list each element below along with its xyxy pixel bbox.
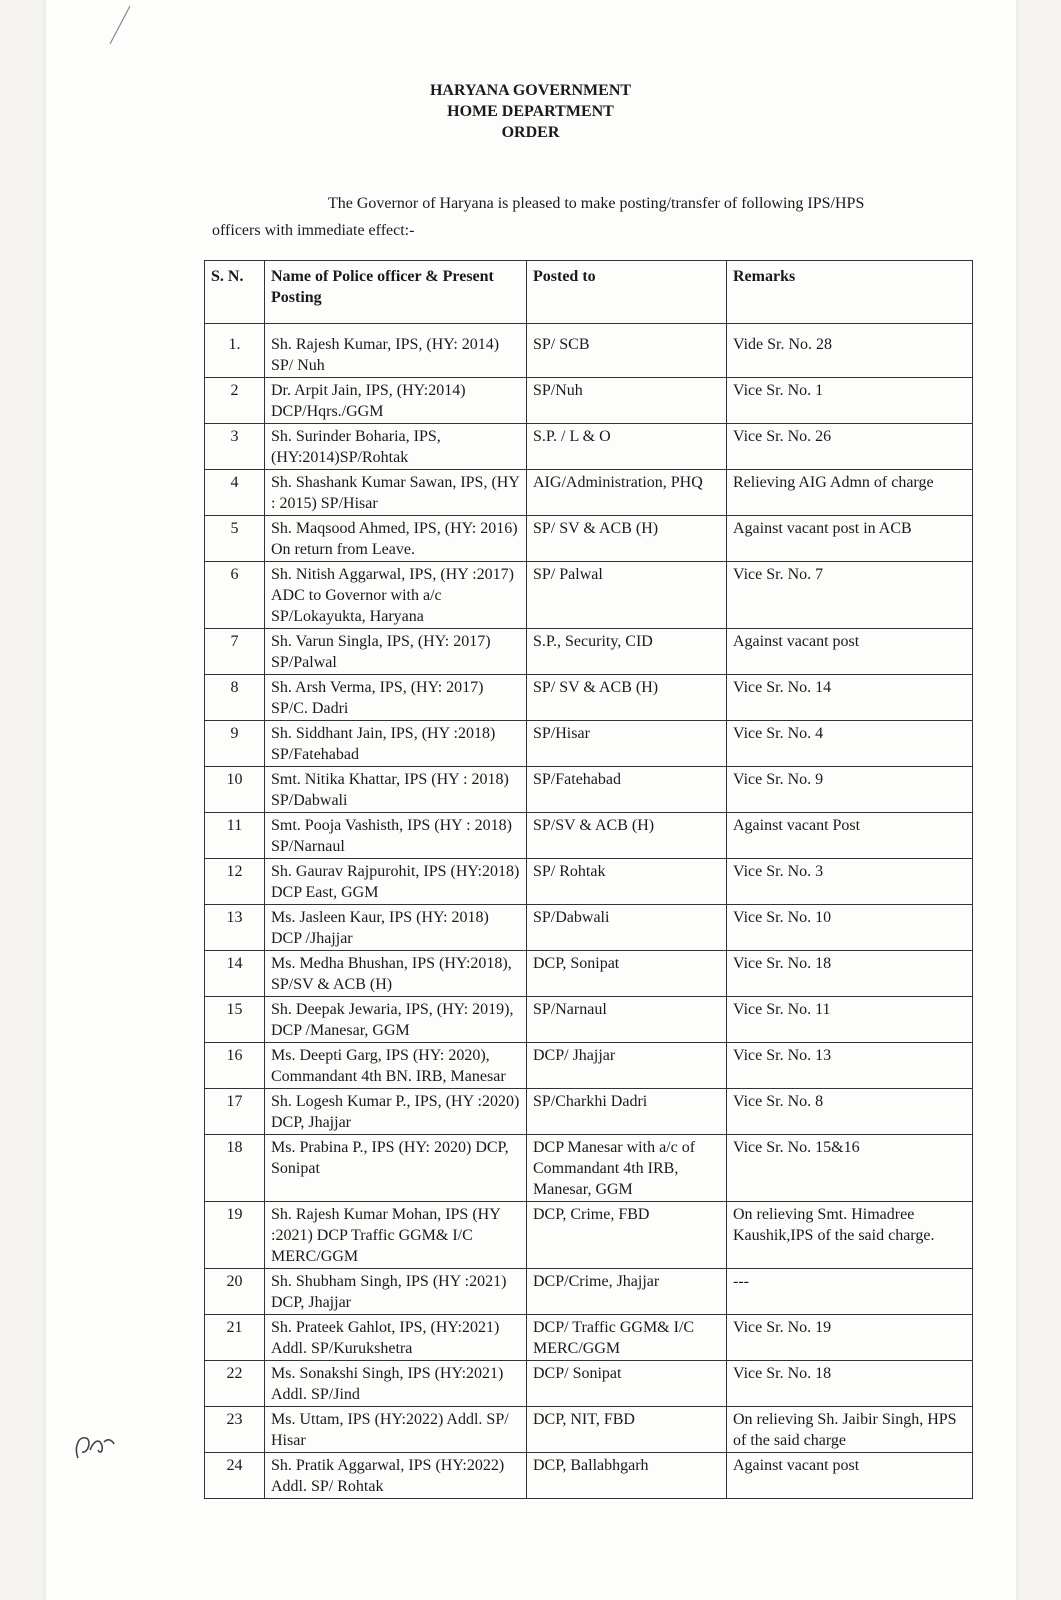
cell-posted: SP/ Rohtak — [527, 859, 727, 905]
intro-line-2: officers with immediate effect:- — [212, 222, 415, 239]
table-row — [205, 1361, 973, 1407]
cell-remarks: Against vacant post in ACB — [727, 516, 973, 562]
table-row — [205, 629, 973, 675]
cell-name: Smt. Nitika Khattar, IPS (HY : 2018) SP/Dabwali — [265, 767, 527, 813]
order-intro — [212, 190, 972, 244]
cell-posted: DCP/Crime, Jhajjar — [527, 1269, 727, 1315]
cell-name: Ms. Sonakshi Singh, IPS (HY:2021) Addl. SP/Jind — [265, 1361, 527, 1407]
cell-name: Sh. Prateek Gahlot, IPS, (HY:2021) Addl. SP/Kurukshetra — [265, 1315, 527, 1361]
cell-remarks: Vice Sr. No. 15&16 — [727, 1135, 973, 1202]
intro-line-1: The Governor of Haryana is pleased to make posting/transfer of following IPS/HPS — [328, 195, 865, 212]
cell-posted: DCP, Ballabhgarh — [527, 1453, 727, 1499]
cell-sn: 23 — [205, 1407, 265, 1453]
cell-posted: SP/ Palwal — [527, 562, 727, 629]
cell-posted: DCP, NIT, FBD — [527, 1407, 727, 1453]
cell-name: Sh. Pratik Aggarwal, IPS (HY:2022) Addl. SP/ Rohtak — [265, 1453, 527, 1499]
cell-name: Sh. Logesh Kumar P., IPS, (HY :2020) DCP, Jhajjar — [265, 1089, 527, 1135]
cell-posted: DCP Manesar with a/c of Commandant 4th IRB, Manesar, GGM — [527, 1135, 727, 1202]
cell-remarks: Vice Sr. No. 4 — [727, 721, 973, 767]
cell-name: Sh. Shashank Kumar Sawan, IPS, (HY : 2015) SP/Hisar — [265, 470, 527, 516]
cell-remarks: Against vacant post — [727, 629, 973, 675]
cell-sn: 12 — [205, 859, 265, 905]
table-row — [205, 1269, 973, 1315]
cell-name: Sh. Shubham Singh, IPS (HY :2021) DCP, Jhajjar — [265, 1269, 527, 1315]
cell-remarks: Relieving AIG Admn of charge — [727, 470, 973, 516]
cell-remarks: Vice Sr. No. 1 — [727, 378, 973, 424]
initials-signature-icon — [70, 1428, 120, 1464]
cell-posted: AIG/Administration, PHQ — [527, 470, 727, 516]
cell-remarks: Vice Sr. No. 9 — [727, 767, 973, 813]
cell-sn: 18 — [205, 1135, 265, 1202]
cell-remarks: Vice Sr. No. 26 — [727, 424, 973, 470]
cell-sn: 17 — [205, 1089, 265, 1135]
cell-name: Ms. Deepti Garg, IPS (HY: 2020), Commandant 4th BN. IRB, Manesar — [265, 1043, 527, 1089]
cell-sn: 24 — [205, 1453, 265, 1499]
cell-remarks: Against vacant Post — [727, 813, 973, 859]
cell-name: Sh. Surinder Boharia, IPS, (HY:2014)SP/Rohtak — [265, 424, 527, 470]
table-row — [205, 813, 973, 859]
cell-posted: DCP/ Jhajjar — [527, 1043, 727, 1089]
cell-sn: 22 — [205, 1361, 265, 1407]
table-header-row — [205, 261, 973, 324]
document-header — [0, 80, 1061, 143]
cell-name: Sh. Siddhant Jain, IPS, (HY :2018) SP/Fatehabad — [265, 721, 527, 767]
cell-posted: SP/Fatehabad — [527, 767, 727, 813]
cell-remarks: On relieving Sh. Jaibir Singh, HPS of the said charge — [727, 1407, 973, 1453]
table-row — [205, 1315, 973, 1361]
cell-posted: DCP/ Sonipat — [527, 1361, 727, 1407]
cell-posted: SP/Charkhi Dadri — [527, 1089, 727, 1135]
cell-sn: 8 — [205, 675, 265, 721]
cell-name: Sh. Gaurav Rajpurohit, IPS (HY:2018) DCP East, GGM — [265, 859, 527, 905]
cell-sn: 2 — [205, 378, 265, 424]
cell-remarks: Vice Sr. No. 7 — [727, 562, 973, 629]
cell-remarks: Vide Sr. No. 28 — [727, 324, 973, 378]
cell-remarks: Vice Sr. No. 11 — [727, 997, 973, 1043]
header-government: HARYANA GOVERNMENT — [429, 82, 632, 99]
table-row — [205, 675, 973, 721]
table-row — [205, 1135, 973, 1202]
table-row — [205, 1453, 973, 1499]
cell-name: Ms. Medha Bhushan, IPS (HY:2018), SP/SV & ACB (H) — [265, 951, 527, 997]
cell-remarks: Vice Sr. No. 14 — [727, 675, 973, 721]
cell-remarks: Vice Sr. No. 18 — [727, 951, 973, 997]
cell-sn: 16 — [205, 1043, 265, 1089]
cell-posted: SP/Hisar — [527, 721, 727, 767]
table-row — [205, 424, 973, 470]
table-row — [205, 905, 973, 951]
header-order: ORDER — [501, 124, 560, 141]
table-row — [205, 859, 973, 905]
table-row — [205, 378, 973, 424]
cell-name: Dr. Arpit Jain, IPS, (HY:2014) DCP/Hqrs./GGM — [265, 378, 527, 424]
cell-sn: 6 — [205, 562, 265, 629]
cell-name: Ms. Prabina P., IPS (HY: 2020) DCP, Sonipat — [265, 1135, 527, 1202]
cell-posted: SP/ SV & ACB (H) — [527, 516, 727, 562]
cell-remarks: Vice Sr. No. 19 — [727, 1315, 973, 1361]
cell-sn: 3 — [205, 424, 265, 470]
cell-name: Sh. Deepak Jewaria, IPS, (HY: 2019), DCP /Manesar, GGM — [265, 997, 527, 1043]
cell-name: Sh. Nitish Aggarwal, IPS, (HY :2017) ADC to Governor with a/c SP/Lokayukta, Haryana — [265, 562, 527, 629]
cell-name: Sh. Rajesh Kumar Mohan, IPS (HY :2021) DCP Traffic GGM& I/C MERC/GGM — [265, 1202, 527, 1269]
cell-remarks: On relieving Smt. Himadree Kaushik,IPS of the said charge. — [727, 1202, 973, 1269]
table-row — [205, 951, 973, 997]
header-posted: Posted to — [527, 261, 727, 324]
cell-sn: 1. — [205, 324, 265, 378]
cell-sn: 15 — [205, 997, 265, 1043]
cell-sn: 13 — [205, 905, 265, 951]
header-name: Name of Police officer & Present Posting — [265, 261, 527, 324]
table-row — [205, 324, 973, 378]
table-row — [205, 1043, 973, 1089]
table-row — [205, 562, 973, 629]
table-body — [205, 324, 973, 1499]
cell-remarks: Vice Sr. No. 10 — [727, 905, 973, 951]
cell-posted: SP/Narnaul — [527, 997, 727, 1043]
cell-posted: S.P., Security, CID — [527, 629, 727, 675]
cell-remarks: Vice Sr. No. 8 — [727, 1089, 973, 1135]
cell-posted: SP/ SV & ACB (H) — [527, 675, 727, 721]
cell-sn: 10 — [205, 767, 265, 813]
table-row — [205, 997, 973, 1043]
cell-name: Sh. Arsh Verma, IPS, (HY: 2017) SP/C. Dadri — [265, 675, 527, 721]
cell-sn: 11 — [205, 813, 265, 859]
header-department: HOME DEPARTMENT — [447, 103, 614, 120]
cell-remarks: Vice Sr. No. 3 — [727, 859, 973, 905]
cell-remarks: --- — [727, 1269, 973, 1315]
posting-table — [204, 260, 973, 1499]
cell-sn: 20 — [205, 1269, 265, 1315]
cell-name: Sh. Rajesh Kumar, IPS, (HY: 2014) SP/ Nuh — [265, 324, 527, 378]
cell-remarks: Vice Sr. No. 13 — [727, 1043, 973, 1089]
table-row — [205, 1407, 973, 1453]
cell-posted: SP/Dabwali — [527, 905, 727, 951]
header-sn: S. N. — [205, 261, 265, 324]
cell-posted: DCP/ Traffic GGM& I/C MERC/GGM — [527, 1315, 727, 1361]
cell-name: Smt. Pooja Vashisth, IPS (HY : 2018) SP/Narnaul — [265, 813, 527, 859]
cell-posted: DCP, Crime, FBD — [527, 1202, 727, 1269]
table-row — [205, 767, 973, 813]
cell-name: Ms. Uttam, IPS (HY:2022) Addl. SP/ Hisar — [265, 1407, 527, 1453]
table-row — [205, 721, 973, 767]
cell-sn: 5 — [205, 516, 265, 562]
cell-sn: 14 — [205, 951, 265, 997]
cell-sn: 21 — [205, 1315, 265, 1361]
cell-sn: 7 — [205, 629, 265, 675]
cell-name: Ms. Jasleen Kaur, IPS (HY: 2018) DCP /Jhajjar — [265, 905, 527, 951]
cell-sn: 9 — [205, 721, 265, 767]
pen-mark-icon — [104, 4, 134, 46]
table-row — [205, 1089, 973, 1135]
cell-posted: DCP, Sonipat — [527, 951, 727, 997]
cell-remarks: Against vacant post — [727, 1453, 973, 1499]
cell-remarks: Vice Sr. No. 18 — [727, 1361, 973, 1407]
cell-posted: SP/SV & ACB (H) — [527, 813, 727, 859]
cell-posted: SP/ SCB — [527, 324, 727, 378]
table-row — [205, 516, 973, 562]
table-row — [205, 1202, 973, 1269]
cell-name: Sh. Varun Singla, IPS, (HY: 2017) SP/Palwal — [265, 629, 527, 675]
cell-name: Sh. Maqsood Ahmed, IPS, (HY: 2016) On return from Leave. — [265, 516, 527, 562]
table-row — [205, 470, 973, 516]
header-remarks: Remarks — [727, 261, 973, 324]
cell-sn: 19 — [205, 1202, 265, 1269]
cell-sn: 4 — [205, 470, 265, 516]
cell-posted: S.P. / L & O — [527, 424, 727, 470]
cell-posted: SP/Nuh — [527, 378, 727, 424]
